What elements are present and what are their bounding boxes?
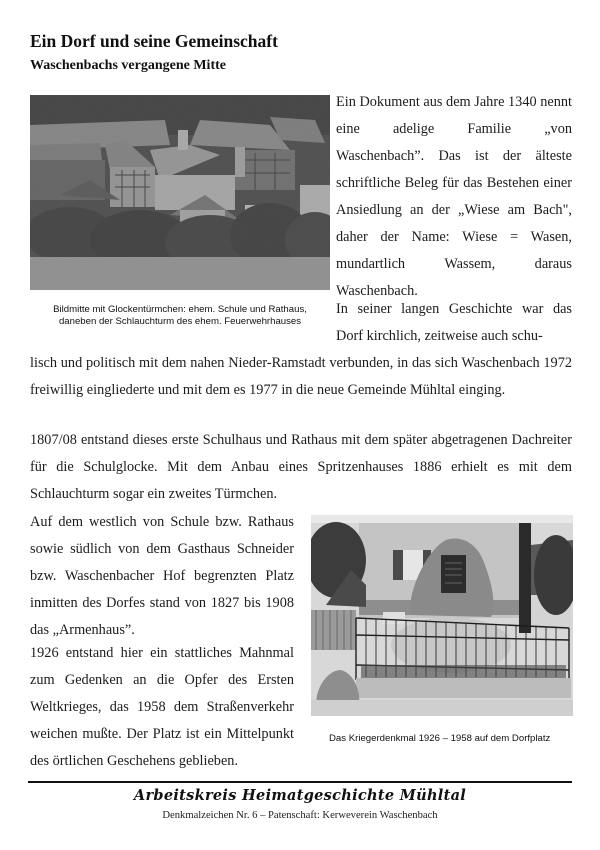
footer-divider bbox=[28, 781, 572, 783]
page-title: Ein Dorf und seine Gemeinschaft bbox=[30, 31, 278, 51]
village-photo bbox=[30, 95, 330, 290]
footer-subline: Denkmalzeichen Nr. 6 – Patenschaft: Kerweverein Waschenbach bbox=[162, 810, 438, 821]
paragraph-schoolhouse: 1807/08 entstand dieses erste Schulhaus und Rathaus mit dem später abgetragenen Dachreiter für die Schulglocke. Mit dem Anbau eines Spritzenhauses 1886 erhielt es mit dem Schlauchturm sogar ein zweites Türmchen. bbox=[30, 432, 572, 502]
paragraph-square: Auf dem westlich von Schule bzw. Rathaus sowie südlich von dem Gasthaus Schneider bzw. Waschenbacher Hof begrenzten Platz inmitten des Dorfes stand von 1827 bis 1908 das „Armenhaus”. bbox=[30, 514, 294, 638]
paragraph-history-1340: Ein Dokument aus dem Jahre 1340 nennt eine adelige Familie „von Waschenbach”. Das ist der älteste schriftliche Beleg für das Bestehen einer Ansiedlung an der „Wiese am Bach", daher der Name: Wiese = Wasen, mundartlich Wassem, daraus Waschenbach. bbox=[336, 94, 572, 299]
memorial-photo-image bbox=[311, 515, 573, 716]
memorial-photo bbox=[311, 515, 573, 716]
memorial-photo-caption: Das Kriegerdenkmal 1926 – 1958 auf dem Dorfplatz bbox=[329, 733, 551, 744]
village-photo-caption bbox=[30, 304, 330, 328]
caption-line: Bildmitte mit Glockentürmchen: ehem. Schule und Rathaus, bbox=[53, 304, 307, 315]
caption-line: daneben der Schlauchturm des ehem. Feuerwehrhauses bbox=[58, 316, 302, 327]
village-photo-image bbox=[30, 95, 330, 290]
footer-organization: Arbeitskreis Heimatgeschichte Mühltal bbox=[133, 787, 467, 804]
paragraph-church-history-start: In seiner langen Geschichte war das Dorf kirchlich, zeitweise auch schu- bbox=[336, 301, 572, 344]
paragraph-memorial: 1926 entstand hier ein stattliches Mahnmal zum Gedenken an die Opfer des Ersten Weltkrieges, das 1958 dem Straßenverkehr weichen mußte. Der Platz ist ein Mittelpunkt des örtlichen Geschehens geblieben. bbox=[30, 645, 294, 769]
page-subtitle: Waschenbachs vergangene Mitte bbox=[30, 58, 226, 73]
paragraph-church-history-cont: lisch und politisch mit dem nahen Nieder-Ramstadt verbunden, in das sich Waschenbach 1972 freiwillig eingliederte und mit dem es 1977 in die neue Gemeinde Mühltal einging. bbox=[30, 355, 572, 398]
